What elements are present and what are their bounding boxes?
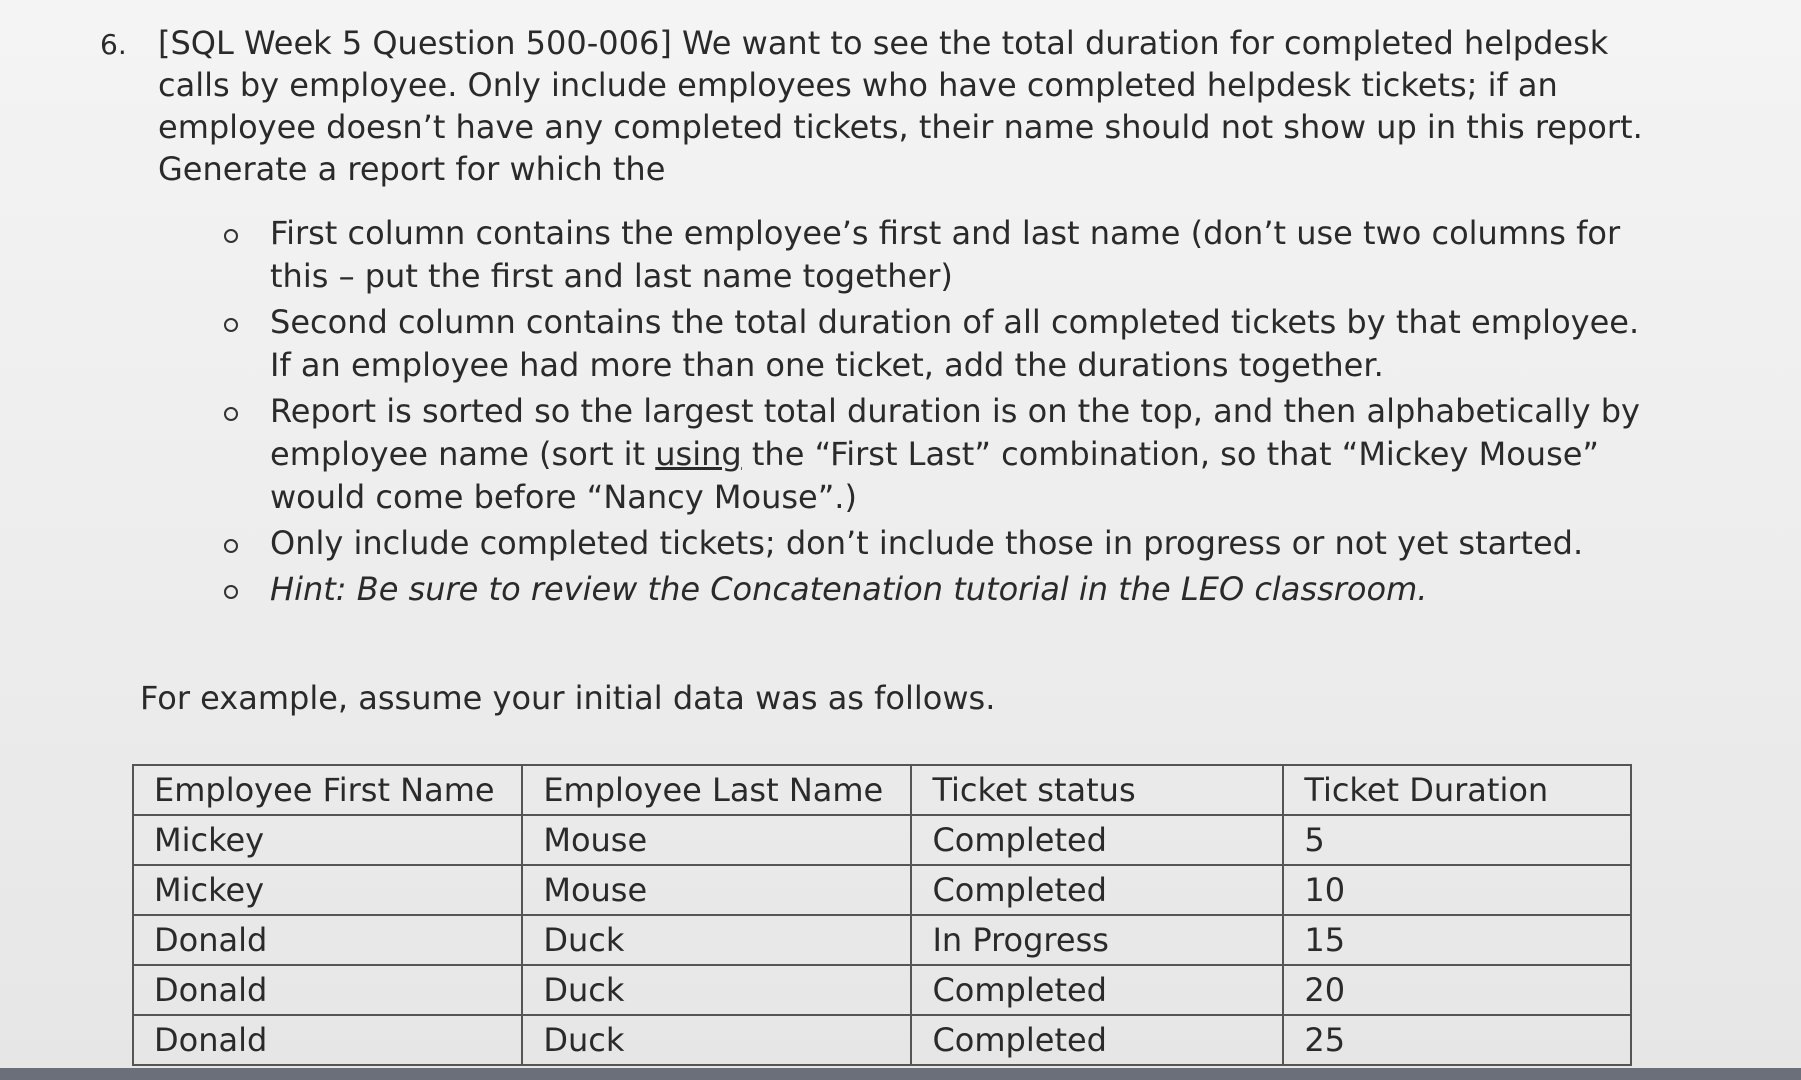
question-text: [SQL Week 5 Question 500-006] We want to see the total duration for completed helpdesk calls by employee. Only include employees who have completed helpdesk tickets; if an employee doesn’t have any completed tickets, their name should not show up in this report. Generate a report for which the <box>158 24 1643 188</box>
circle-bullet-icon <box>224 407 238 421</box>
table-cell: Completed <box>911 965 1283 1015</box>
table-cell: 10 <box>1283 865 1631 915</box>
bullet-text: Only include completed tickets; don’t include those in progress or not yet started. <box>270 524 1584 562</box>
table-cell: Mouse <box>522 815 911 865</box>
requirements-list <box>210 212 1660 614</box>
table-cell: Duck <box>522 915 911 965</box>
table-row <box>133 915 1631 965</box>
bullet-text-end: the “First Last” combination, so that “Mickey Mouse” would come before “Nancy Mouse”.) <box>270 435 1599 516</box>
column-header: Employee Last Name <box>522 765 911 815</box>
example-data-table <box>132 764 1632 1066</box>
column-header: Employee First Name <box>133 765 522 815</box>
table-cell: Mouse <box>522 865 911 915</box>
list-item <box>210 212 1660 298</box>
list-item <box>210 301 1660 387</box>
table-cell: 5 <box>1283 815 1631 865</box>
table-cell: Duck <box>522 1015 911 1065</box>
table-cell: 25 <box>1283 1015 1631 1065</box>
table-cell: Completed <box>911 815 1283 865</box>
circle-bullet-icon <box>224 318 238 332</box>
hint-text: Hint: Be sure to review the Concatenation tutorial in the LEO classroom. <box>270 570 1428 608</box>
circle-bullet-icon <box>224 539 238 553</box>
table-cell: Completed <box>911 1015 1283 1065</box>
table-cell: Completed <box>911 865 1283 915</box>
table-cell: Mickey <box>133 865 522 915</box>
column-header: Ticket status <box>911 765 1283 815</box>
table-cell: Donald <box>133 1015 522 1065</box>
bullet-text-start: Report is sorted so the largest total duration is on the top, and then alphabetically by employee name (sort it <box>270 392 1640 473</box>
table-cell: 20 <box>1283 965 1631 1015</box>
screen-bottom-bezel <box>0 1068 1801 1080</box>
underlined-word: using <box>655 435 742 473</box>
bullet-text: Second column contains the total duration of all completed tickets by that employee. If an employee had more than one ticket, add the durations together. <box>270 303 1640 384</box>
column-header: Ticket Duration <box>1283 765 1631 815</box>
table-cell: Mickey <box>133 815 522 865</box>
table-cell: In Progress <box>911 915 1283 965</box>
table-row <box>133 965 1631 1015</box>
table-header-row <box>133 765 1631 815</box>
circle-bullet-icon <box>224 229 238 243</box>
table-row <box>133 815 1631 865</box>
table-cell: Donald <box>133 915 522 965</box>
bullet-text: First column contains the employee’s first and last name (don’t use two columns for this – put the first and last name together) <box>270 214 1621 295</box>
example-intro: For example, assume your initial data was as follows. <box>140 679 996 717</box>
list-item <box>210 568 1660 611</box>
table-row <box>133 1015 1631 1065</box>
circle-bullet-icon <box>224 585 238 599</box>
list-item <box>210 522 1660 565</box>
table-row <box>133 865 1631 915</box>
list-item <box>210 390 1660 519</box>
table-cell: Duck <box>522 965 911 1015</box>
table-cell: Donald <box>133 965 522 1015</box>
table-cell: 15 <box>1283 915 1631 965</box>
question-number: 6. <box>100 28 127 61</box>
